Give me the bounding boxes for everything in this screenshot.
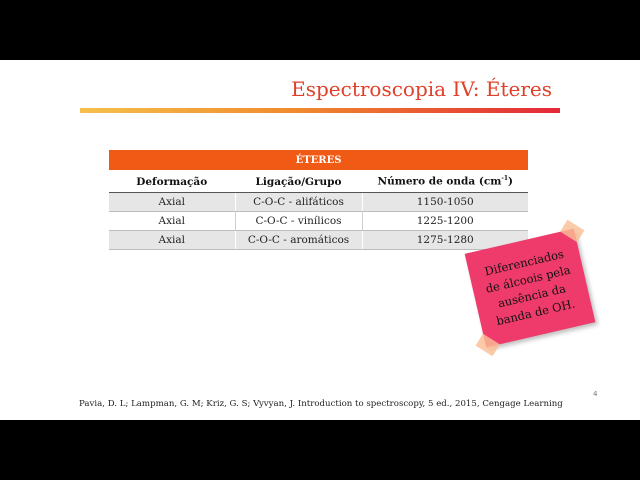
table-banner: ÉTERES: [109, 150, 528, 171]
header-numero-de-onda: [362, 171, 528, 193]
header-ligacao-grupo: Ligação/Grupo: [235, 171, 362, 193]
slide: [0, 60, 640, 420]
table-row: [109, 193, 528, 212]
cell-numero-onda: 1225-1200: [362, 212, 528, 231]
cell-ligacao: C-O-C - vinílicos: [235, 212, 362, 231]
page-number: 4: [593, 390, 598, 398]
cell-deformacao: Axial: [109, 231, 235, 250]
header-unit-superscript: -1: [501, 175, 508, 183]
cell-numero-onda: 1150-1050: [362, 193, 528, 212]
cell-deformacao: Axial: [109, 212, 235, 231]
header-numero-de-onda-text: Número de onda (cm: [377, 175, 502, 188]
title-underline-bar: [80, 108, 560, 113]
cell-deformacao: Axial: [109, 193, 235, 212]
header-close-paren: ): [508, 175, 513, 188]
sticky-note-text: Diferenciados de álcoois pela ausência da banda de OH.: [483, 246, 577, 329]
table-row: [109, 212, 528, 231]
slide-title: Espectroscopia IV: Éteres: [291, 77, 552, 101]
header-deformacao: Deformação: [109, 171, 235, 193]
cell-ligacao: C-O-C - alifáticos: [235, 193, 362, 212]
citation: Pavia, D. L; Lampman, G. M; Kriz, G. S; Vyvyan, J. Introduction to spectroscopy, 5 ed., 2015, Cengage Learning: [79, 399, 563, 409]
cell-ligacao: C-O-C - aromáticos: [235, 231, 362, 250]
table-row: [109, 231, 528, 250]
cell-numero-onda: 1275-1280: [362, 231, 528, 250]
ethers-table: [109, 150, 528, 250]
